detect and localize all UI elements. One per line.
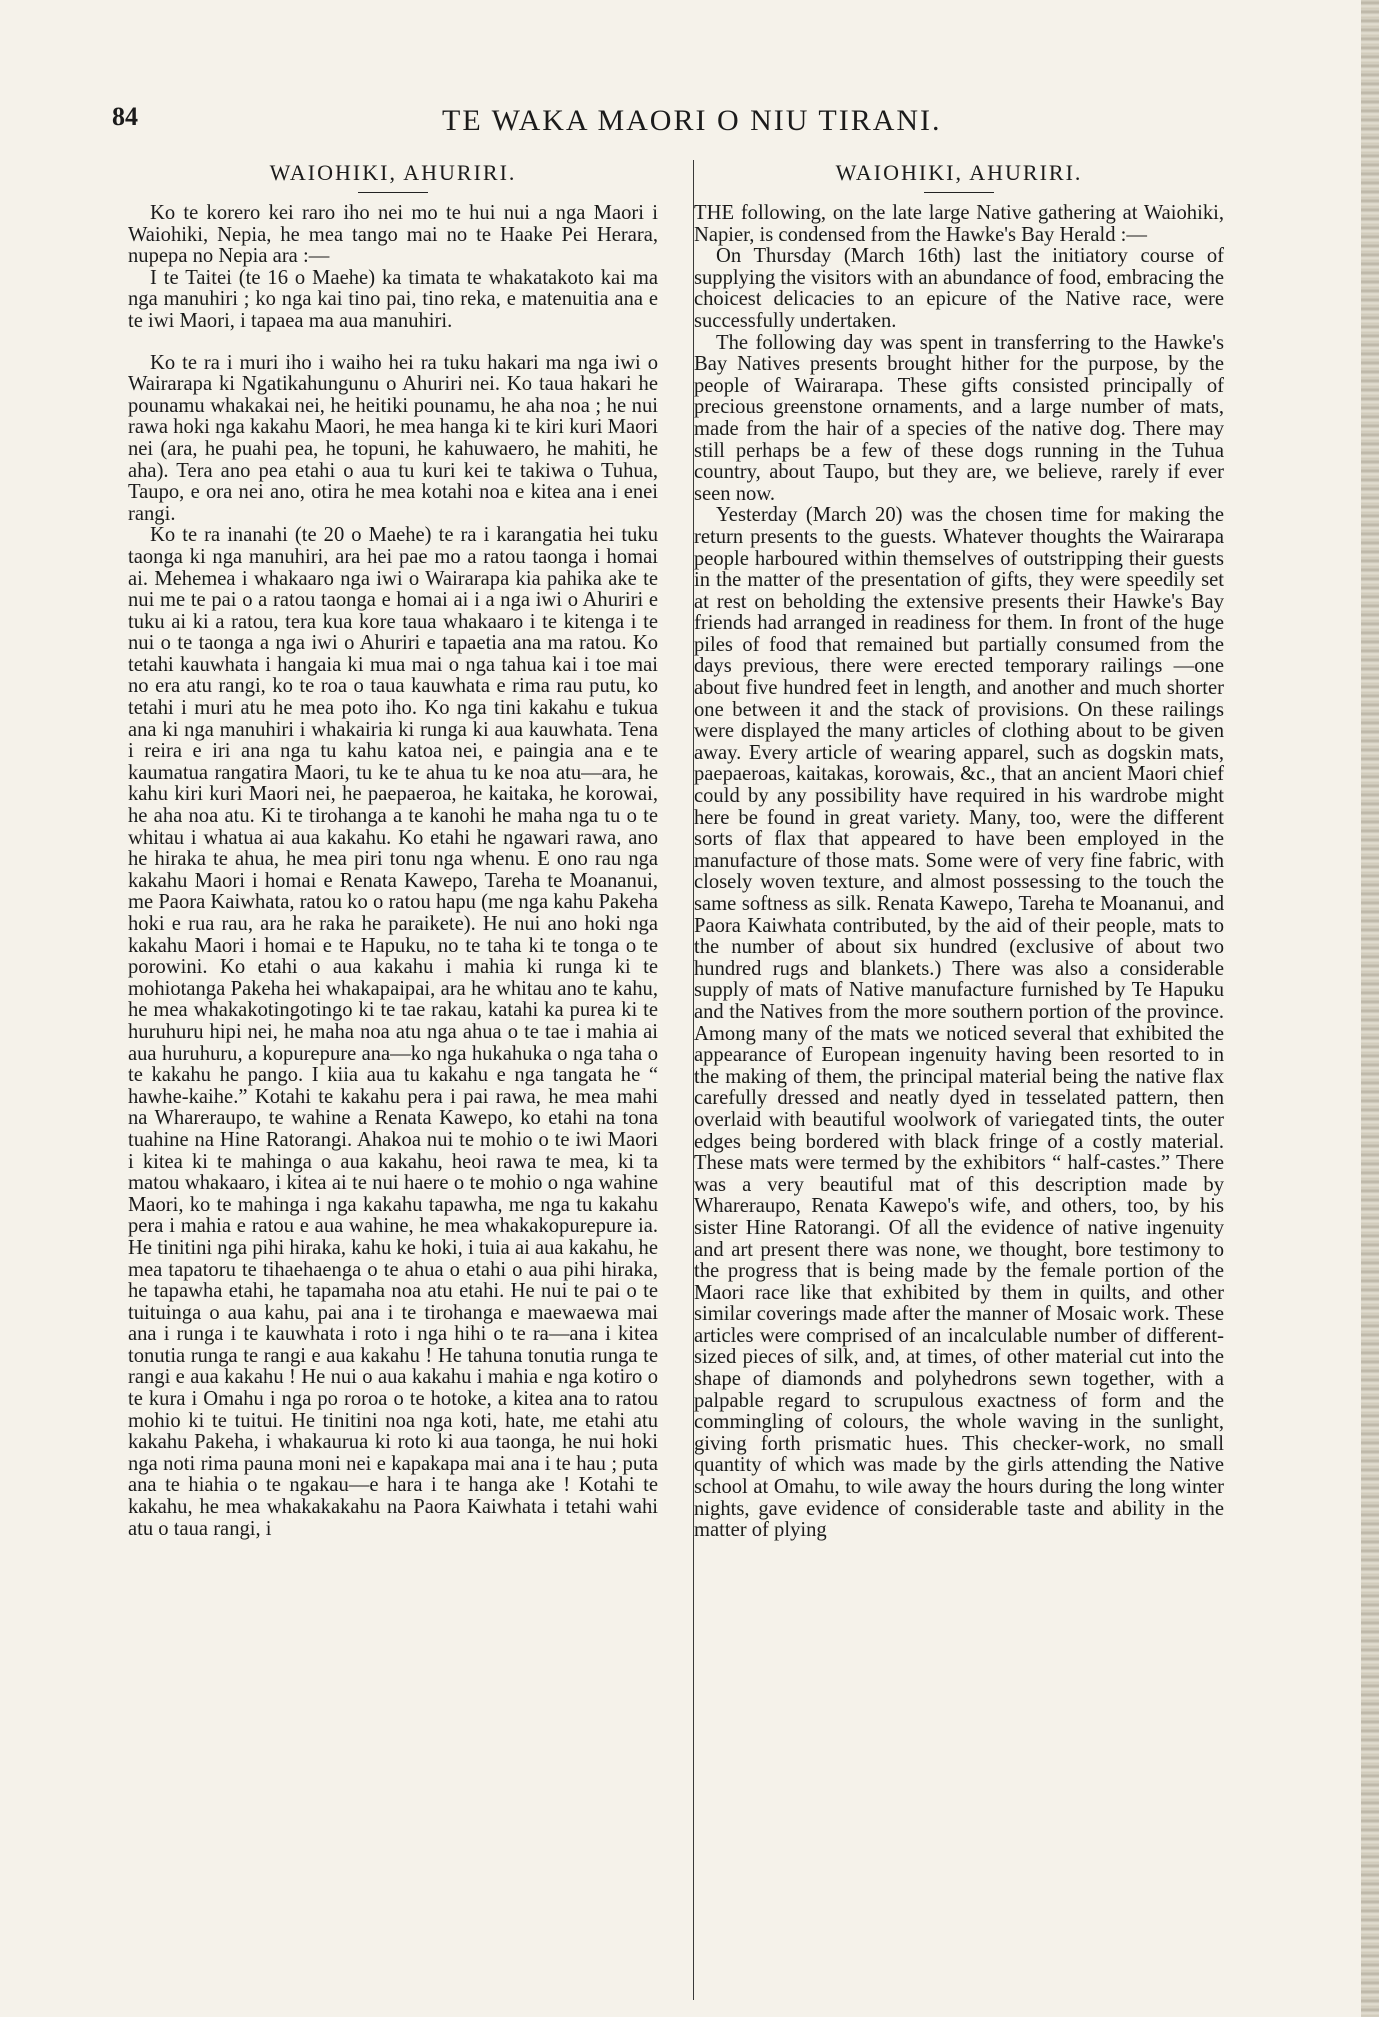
english-article-title: WAIOHIKI, AHURIRI.	[835, 160, 1083, 185]
maori-paragraph: Ko te korero kei raro iho nei mo te hui nui a nga Maori i Waiohiki, Nepia, he mea tango mai no te Haake Pei Herara, nupepa no Nepia ara :—	[128, 202, 658, 268]
maori-column	[128, 150, 658, 2000]
newspaper-title: TE WAKA MAORI O NIU TIRANI.	[442, 104, 942, 137]
english-paragraph: THE following, on the late large Native gathering at Waiohiki, Napier, is condensed from the Hawke's Bay Herald :—	[694, 202, 1224, 246]
english-paragraph: On Thursday (March 16th) last the initiatory course of supplying the visitors with an abundance of food, embracing the choicest delicacies to an epicure of the Native race, were successfully undertaken.	[694, 245, 1224, 332]
english-paragraph: The following day was spent in transferring to the Hawke's Bay Natives presents brought hither for the purpose, by the people of Wairarapa. These gifts consisted principally of precious greenstone ornaments, and a large number of mats, made from the hair of a species of the native dog. There may still perhaps be a few of these dogs running in the Tuhua country, about Taupo, but they are, we believe, rarely if ever seen now.	[694, 331, 1224, 505]
english-paragraph: Yesterday (March 20) was the chosen time for making the return presents to the guests. Whatever thoughts the Wairarapa people harboured within themselves of outstripping their guests in the matter of the presentation of gifts, they were speedily set at rest on beholding the extensive presents their Hawke's Bay friends had arranged in readiness for them. In front of the huge piles of food that remained but partially consumed from the days previous, there were erected temporary railings —one about five hundred feet in length, and another and much shorter one between it and the stack of provisions. On these railings were displayed the many articles of clothing about to be given away. Every article of wearing apparel, such as dogskin mats, paepaeroas, kaitakas, korowais, &c., that an ancient Maori chief could by any possibility have required in his wardrobe might here be found in great variety. Many, too, were the different sorts of flax that appeared to have been employed in the manufacture of those mats. Some were of very fine fabric, with closely woven texture, and almost possessing to the touch the same softness as silk. Renata Kawepo, Tareha te Moananui, and Paora Kaiwhata contributed, by the aid of their people, mats to the number of about six hundred (exclusive of about two hundred rugs and blankets.) There was also a considerable supply of mats of Native manufacture furnished by Te Hapuku and the Natives from the more southern portion of the province. Among many of the mats we noticed several that exhibited the appearance of European ingenuity having been resorted to in the making of them, the principal material being the native flax carefully dressed and neatly dyed in tesselated pattern, then overlaid with beautiful woolwork of variegated tints, the outer edges being bordered with black fringe of a costly material. These mats were termed by the exhibitors “ half-castes.” There was a very beautiful mat of this description made by Whareraupo, Renata Kawepo's wife, and others, too, by his sister Hine Ratorangi. Of all the evidence of native ingenuity and art present there was none, we thought, bore testimony to the progress that is being made by the female portion of the Maori race like that exhibited by them in quilts, and other similar coverings made after the manner of Mosaic work. These articles were comprised of an incalculable number of different-sized pieces of silk, and, at times, of other material cut into the shape of diamonds and polyhedrons sewn together, with a palpable regard to scrupulous exactness of form and the commingling of colours, the whole waving in the sunlight, giving forth prismatic hues. This checker-work, no small quantity of which was made by the girls attending the Native school at Omahu, to wile away the hours during the long winter nights, gave evidence of considerable taste and ability in the matter of plying	[694, 504, 1224, 1542]
page-number: 84	[112, 102, 138, 131]
page-edge	[1361, 0, 1379, 2017]
maori-article-title: WAIOHIKI, AHURIRI.	[269, 160, 517, 185]
title-rule	[924, 192, 994, 193]
english-column	[694, 150, 1224, 2000]
maori-paragraph: Ko te ra i muri iho i waiho hei ra tuku hakari ma nga iwi o Wairarapa ki Ngatikahungunu o Ahuriri nei. Ko taua hakari he pounamu whakakai nei, he heitiki pounamu, he aha noa ; he nui rawa hoki nga kakahu Maori, he mea hanga ki te kiri kuri Maori nei (ara, he puahi pea, he topuni, he kahuwaero, he mahiti, he aha). Tera ano pea etahi o aua tu kuri kei te takiwa o Tuhua, Taupo, e ora nei ano, otira he mea kotahi noa e kitea ana i enei rangi.	[128, 351, 658, 525]
title-rule	[358, 192, 428, 193]
maori-paragraph: Ko te ra inanahi (te 20 o Maehe) te ra i karangatia hei tuku taonga ki nga manuhiri, ara hei pae mo a ratou taonga i homai ai. Mehemea i whakaaro nga iwi o Wairarapa kia pahika ake te nui me te pai o a ratou taonga e homai ai i a nga iwi o Ahuriri e tuku ai ki a ratou, tera kua kore taua whakaaro i te kitenga i te nui o te taonga a nga iwi o Ahuriri e tapaetia ana ma ratou. Ko tetahi kauwhata i hangaia ki mua mai o nga tahua kai i toe mai no era atu rangi, ko te roa o taua kauwhata e rima rau putu, ko tetahi i muri atu he mea poto iho. Ko nga tini kakahu e tukua ana ki nga manuhiri i whakairia ki runga ki aua kauwhata. Tena i reira e iri ana nga tu kahu katoa nei, e paingia ana e te kaumatua rangatira Maori, tu ke te ahua tu ke noa atu—ara, he kahu kiri kuri Maori nei, he paepaeroa, he kaitaka, he korowai, he aha noa atu. Ki te tirohanga a te kanohi he maha nga tu o te whitau i whatua ai aua kakahu. Ko etahi he ngawari rawa, ano he hiraka te ahua, he mea piri tonu nga whenu. E ono rau nga kakahu Maori i homai e Renata Kawepo, Tareha te Moananui, me Paora Kaiwhata, ratou ko o ratou hapu (me nga kahu Pakeha hoki e rua rau, ara he raka he paraikete). He nui ano hoki nga kakahu Maori i homai e te Hapuku, no te taha ki te tonga o te porowini. Ko etahi o aua kakahu i mahia ki runga ki te mohiotanga Pakeha hei whakapaipai, ara he whitau ano te kahu, he mea whakakotingotingo ki te tae rakau, katahi ka purea ki te huruhuru hipi nei, he maha noa atu nga ahua o te tae i mahia ai aua huruhuru, a kopurepure ana—ko nga hukahuka o nga taha o te kakahu he pango. I kiia aua tu kakahu e nga tangata he “ hawhe-kaihe.” Kotahi te kakahu pera i pai rawa, he mea mahi na Whareraupo, te wahine a Renata Kawepo, ko etahi na tona tuahine na Hine Ratorangi. Ahakoa nui te mohio o te iwi Maori i kitea ki te mahinga o aua kakahu, heoi rawa te mea, ki ta matou whakaaro, i kitea ai te nui haere o te mohio o nga wahine Maori, ko te mahinga i nga kakahu tapawha, me nga tu kakahu pera i mahia e ratou e aua wahine, he mea whakakopurepure ia. He tinitini nga pihi hiraka, kahu ke hoki, i tuia ai aua kakahu, he mea tapatoru te tihaehaenga o te ahua o etahi o aua pihi hiraka, he tapawha etahi, he tapamaha noa atu etahi. He nui te pai o te tuituinga o aua kahu, pai ana i te tirohanga e maewaewa mai ana i runga i te kauwhata i roto i nga hihi o te ra—ana i kitea tonutia runga te rangi e aua kakahu ! He tahuna tonutia runga te rangi e aua kakahu ! He nui o aua kakahu i mahia e nga kotiro o te kura i Omahu i nga po roroa o te hotoke, a kitea ana to ratou mohio ki te tuitui. He tinitini noa nga koti, hate, me etahi atu kakahu Pakeha, i whakaurua ki roto ki aua taonga, he nui hoki nga noti rima pauna moni nei e kapakapa mai ana i te hau ; puta ana te hiahia o te ngakau—e hara i te hanga ake ! Kotahi te kakahu, he mea whakakakahu na Paora Kaiwhata i tetahi wahi atu o taua rangi, i	[128, 524, 658, 1540]
page-header	[112, 96, 1232, 146]
maori-paragraph: I te Taitei (te 16 o Maehe) ka timata te whakatakoto kai ma nga manuhiri ; ko nga kai tino pai, tino reka, e matenuitia ana e te iwi Maori, i tapaea ma aua manuhiri.	[128, 266, 658, 332]
